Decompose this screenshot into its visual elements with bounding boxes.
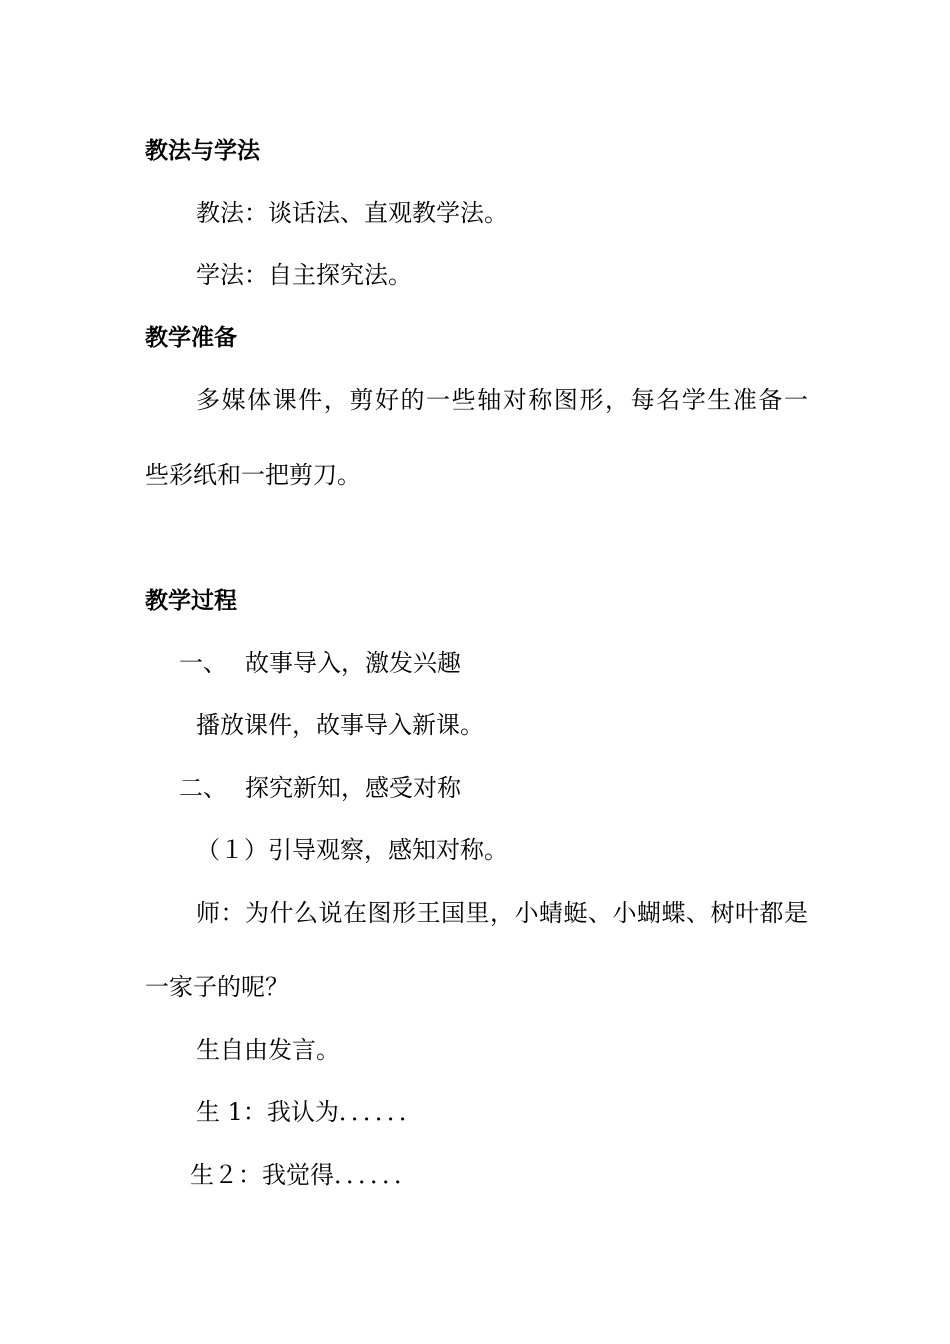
step-1-body: 播放课件，故事导入新课。 — [196, 711, 484, 739]
step-2-sub-1: （１）引导观察，感知对称。 — [196, 836, 508, 864]
preparation-text-line1 — [196, 385, 808, 415]
teacher-question-line2: 一家子的呢？ — [145, 973, 289, 1001]
step-2-title: 探究新知，感受对称 — [245, 774, 461, 802]
student-2-response: 生２：我觉得．．．．．． — [190, 1161, 418, 1189]
section-heading-process: 教学过程 — [145, 588, 237, 614]
step-2-number: 二、 — [179, 774, 227, 802]
step-1-title: 故事导入，激发兴趣 — [245, 649, 461, 677]
student-1-response: 生 1：我认为．．．．．． — [196, 1098, 423, 1126]
step-2-heading — [179, 773, 461, 803]
teaching-method-text: 教法：谈话法、直观教学法。 — [196, 199, 508, 227]
step-1-number: 一、 — [179, 649, 227, 677]
section-heading-preparation: 教学准备 — [145, 325, 237, 351]
learning-method-text: 学法：自主探究法。 — [196, 261, 412, 289]
step-1-heading — [179, 648, 461, 678]
students-free-speech: 生自由发言。 — [196, 1036, 340, 1064]
teacher-question-line1 — [196, 898, 808, 928]
teacher-question-line1-content: 师：为什么说在图形王国里，小蜻蜓、小蝴蝶、树叶都是 — [196, 899, 808, 927]
preparation-text-line1-content: 多媒体课件，剪好的一些轴对称图形，每名学生准备一 — [196, 386, 808, 414]
section-heading-methods: 教法与学法 — [145, 138, 260, 164]
preparation-text-line2: 些彩纸和一把剪刀。 — [145, 461, 361, 489]
